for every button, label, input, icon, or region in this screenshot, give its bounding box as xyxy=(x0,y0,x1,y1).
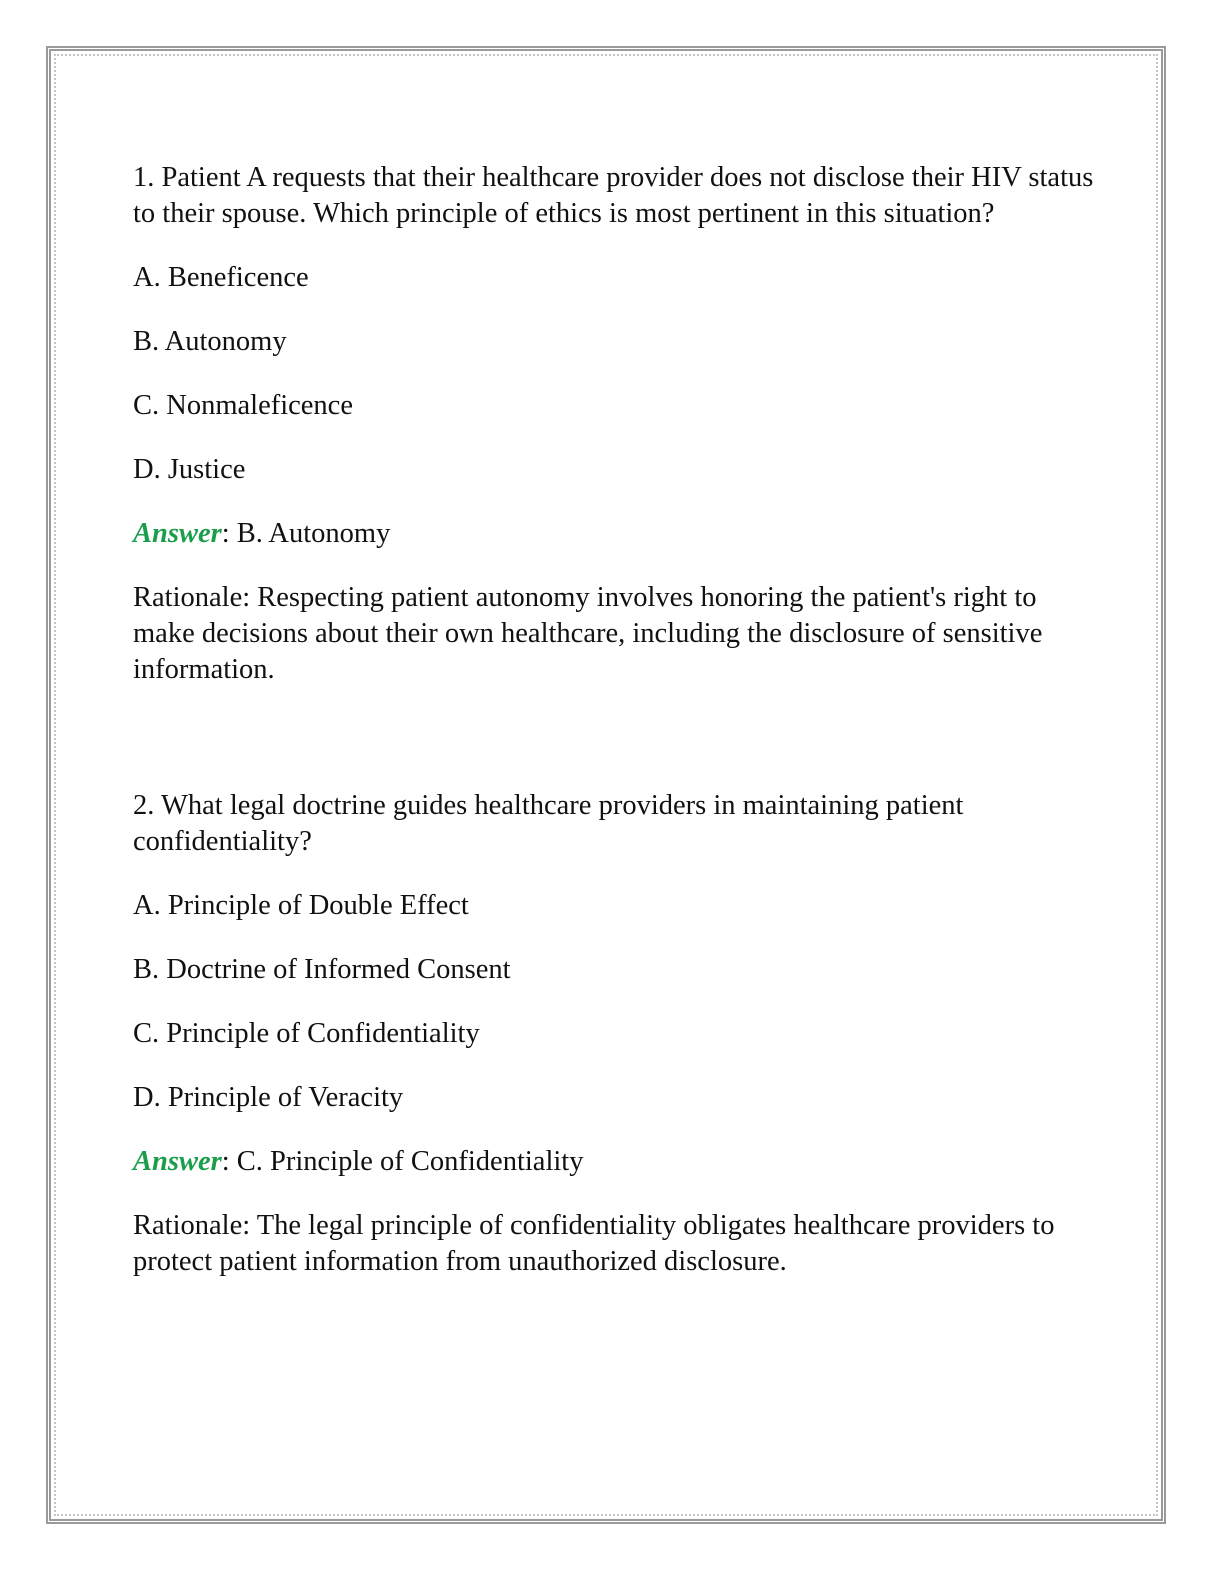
option-b: B. Autonomy xyxy=(133,326,287,357)
answer-text: : B. Autonomy xyxy=(221,518,391,549)
document-body xyxy=(133,160,1098,1308)
answer-text: : C. Principle of Confidentiality xyxy=(221,1146,584,1177)
answer-line xyxy=(133,1144,1098,1180)
rationale: Rationale: Respecting patient autonomy involves honoring the patient's right to make decisions about their own healthcare, including the disclosure of sensitive information. xyxy=(133,582,1043,685)
question-prompt: 2. What legal doctrine guides healthcare providers in maintaining patient confidentiality? xyxy=(133,790,964,857)
answer-label: Answer xyxy=(133,518,222,549)
answer-label: Answer xyxy=(133,1146,222,1177)
option-c: C. Nonmaleficence xyxy=(133,390,353,421)
rationale: Rationale: The legal principle of confidentiality obligates healthcare providers to protect patient information from unauthorized disclosure. xyxy=(133,1210,1055,1277)
answer-line xyxy=(133,516,1098,552)
option-a: A. Beneficence xyxy=(133,262,309,293)
option-c: C. Principle of Confidentiality xyxy=(133,1018,480,1049)
question-1 xyxy=(133,160,1098,688)
section-spacer xyxy=(133,716,1098,788)
option-b: B. Doctrine of Informed Consent xyxy=(133,954,511,985)
question-2 xyxy=(133,788,1098,1280)
question-prompt: 1. Patient A requests that their healthcare provider does not disclose their HIV status to their spouse. Which principle of ethics is most pertinent in this situation? xyxy=(133,162,1094,229)
option-d: D. Principle of Veracity xyxy=(133,1082,404,1113)
option-d: D. Justice xyxy=(133,454,246,485)
option-a: A. Principle of Double Effect xyxy=(133,890,469,921)
